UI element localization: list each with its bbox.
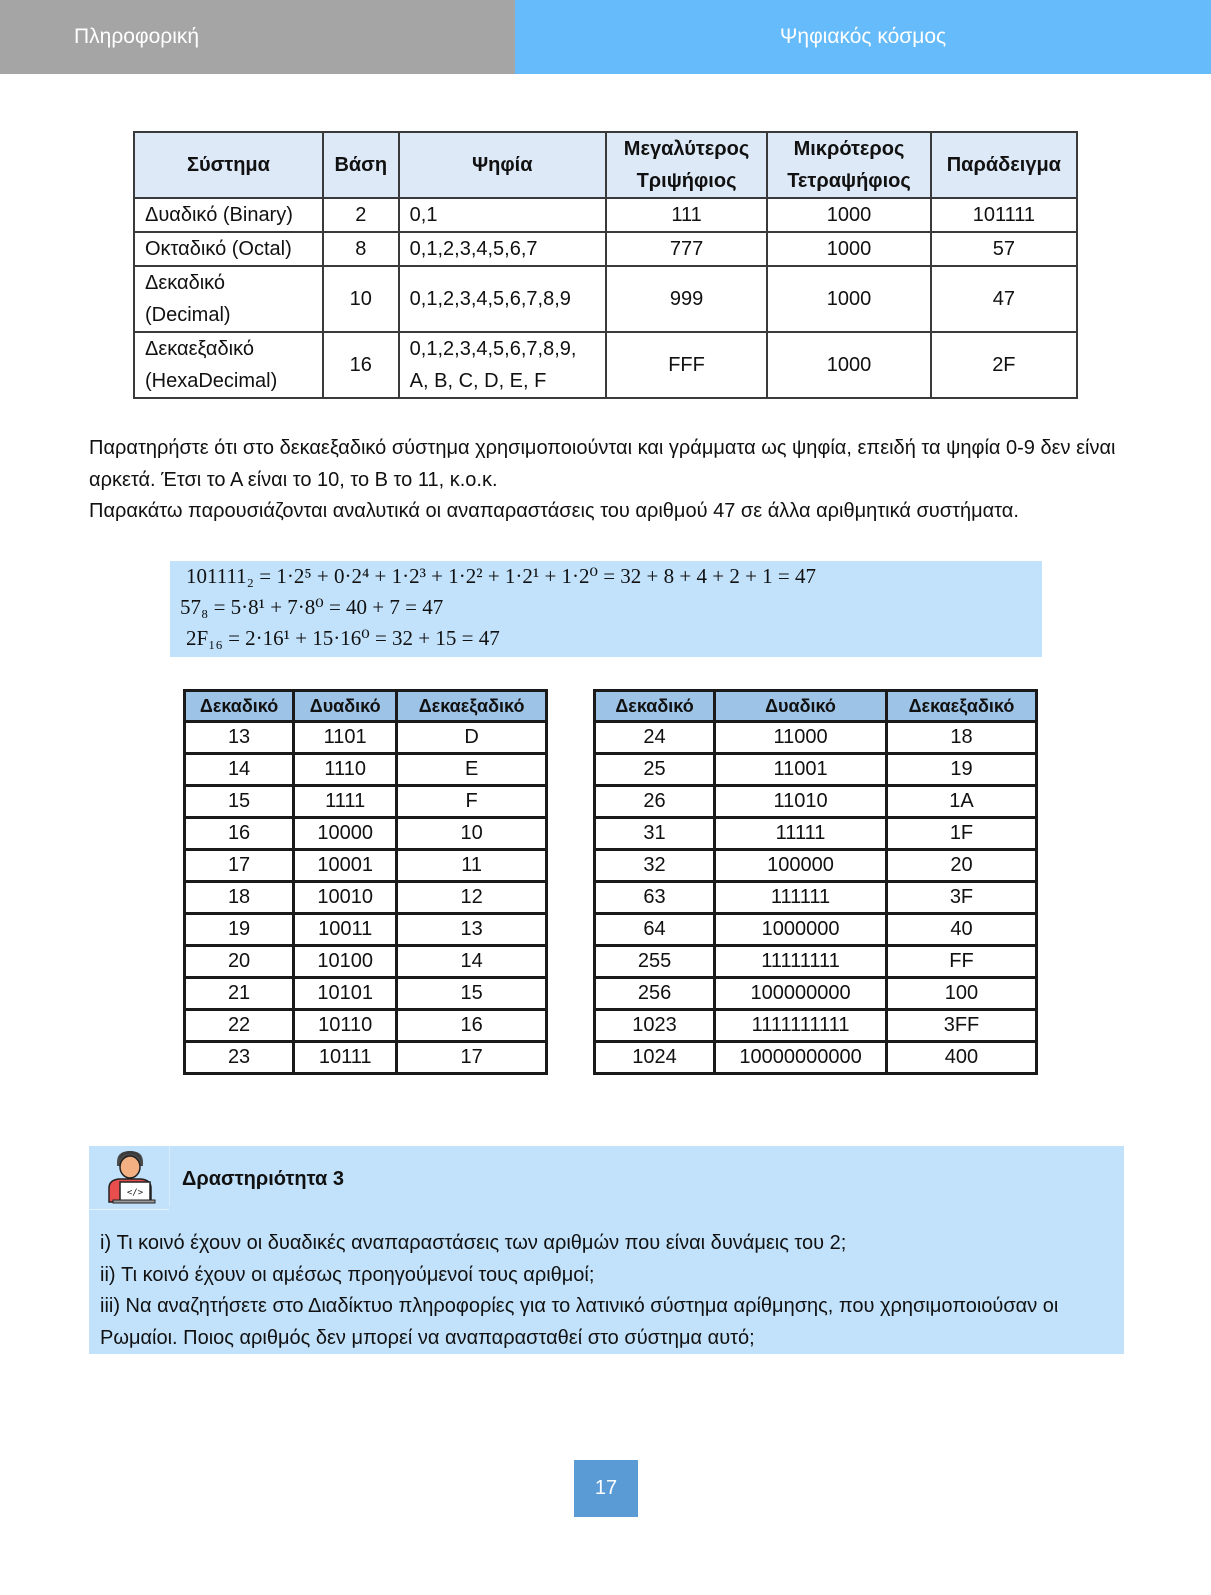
table-row <box>595 786 1037 818</box>
cell-hex: 1A <box>886 786 1036 818</box>
question-3: iii) Να αναζητήσετε στο Διαδίκτυο πληροφορίες για το λατινικό σύστημα αρίθμησης, που χρησιμοποιούσαν οι Ρωμαίοι. Ποιος αριθμός δεν μπορεί να αναπαρασταθεί στο σύστημα αυτό; <box>100 1295 1059 1349</box>
cell-decimal: 32 <box>595 850 715 882</box>
cell-min4: 1000 <box>767 266 930 332</box>
activity-icon-cell <box>89 1146 170 1206</box>
cell-max3: 777 <box>606 232 767 266</box>
table-row <box>595 882 1037 914</box>
header-decimal: Δεκαδικό <box>595 691 715 722</box>
cell-decimal: 255 <box>595 946 715 978</box>
cell-max3: 999 <box>606 266 767 332</box>
activity-box <box>89 1146 1124 1354</box>
cell-decimal: 22 <box>185 1010 294 1042</box>
table-row <box>185 882 547 914</box>
cell-hex: D <box>397 722 547 754</box>
cell-base: 10 <box>323 266 399 332</box>
header-example: Παράδειγμα <box>931 132 1077 198</box>
cell-max3: FFF <box>606 332 767 398</box>
cell-decimal: 64 <box>595 914 715 946</box>
table-row <box>185 1042 547 1074</box>
cell-decimal: 20 <box>185 946 294 978</box>
cell-base: 2 <box>323 198 399 232</box>
cell-binary: 11000 <box>715 722 887 754</box>
cell-system: Δεκαδικό (Decimal) <box>134 266 323 332</box>
table-row <box>595 914 1037 946</box>
cell-hex: F <box>397 786 547 818</box>
table-row <box>185 818 547 850</box>
header-binary: Δυαδικό <box>715 691 887 722</box>
cell-decimal: 63 <box>595 882 715 914</box>
cell-example: 57 <box>931 232 1077 266</box>
cell-example: 101111 <box>931 198 1077 232</box>
svg-text:</>: </> <box>126 1188 144 1198</box>
conversion-table-right <box>593 689 1038 1075</box>
cell-min4: 1000 <box>767 232 930 266</box>
header-decimal: Δεκαδικό <box>185 691 294 722</box>
cell-binary: 1101 <box>294 722 397 754</box>
table-row <box>185 1010 547 1042</box>
table-row <box>595 978 1037 1010</box>
formula-binary: 101111₂ = 1·2⁵ + 0·2⁴ + 1·2³ + 1·2² + 1·2¹ + 1·2⁰ = 32 + 8 + 4 + 2 + 1 = 47 <box>186 564 817 588</box>
cell-base: 8 <box>323 232 399 266</box>
question-2: ii) Τι κοινό έχουν οι αμέσως προηγούμενοί τους αριθμοί; <box>100 1263 595 1286</box>
cell-example: 47 <box>931 266 1077 332</box>
question-1: i) Τι κοινό έχουν οι δυαδικές αναπαραστάσεις των αριθμών που είναι δυνάμεις του 2; <box>100 1232 847 1254</box>
cell-binary: 1110 <box>294 754 397 786</box>
table-row <box>185 754 547 786</box>
cell-hex: 1F <box>886 818 1036 850</box>
divider <box>89 1209 169 1210</box>
table-row <box>134 332 1077 398</box>
cell-decimal: 25 <box>595 754 715 786</box>
chapter-title: Ψηφιακός κόσμος <box>515 0 1211 74</box>
table-row <box>595 818 1037 850</box>
cell-system: Δυαδικό (Binary) <box>134 198 323 232</box>
table-row <box>595 754 1037 786</box>
cell-example: 2F <box>931 332 1077 398</box>
cell-binary: 1111111111 <box>715 1010 887 1042</box>
table-row <box>595 1042 1037 1074</box>
person-laptop-code-icon <box>103 1148 157 1204</box>
cell-decimal: 17 <box>185 850 294 882</box>
cell-decimal: 23 <box>185 1042 294 1074</box>
cell-system: Οκταδικό (Octal) <box>134 232 323 266</box>
cell-hex: 14 <box>397 946 547 978</box>
cell-decimal: 26 <box>595 786 715 818</box>
cell-hex: 16 <box>397 1010 547 1042</box>
header-hex: Δεκαεξαδικό <box>397 691 547 722</box>
table-row <box>185 946 547 978</box>
cell-binary: 100000000 <box>715 978 887 1010</box>
cell-hex: 100 <box>886 978 1036 1010</box>
cell-binary: 11111111 <box>715 946 887 978</box>
cell-system: Δεκαεξαδικό (HexaDecimal) <box>134 332 323 398</box>
table-row <box>185 978 547 1010</box>
cell-binary: 1000000 <box>715 914 887 946</box>
cell-hex: 15 <box>397 978 547 1010</box>
header-binary: Δυαδικό <box>294 691 397 722</box>
number-systems-table <box>133 131 1078 399</box>
cell-binary: 11001 <box>715 754 887 786</box>
table-header-row <box>185 691 547 722</box>
formula-octal: 57₈ = 5·8¹ + 7·8⁰ = 40 + 7 = 47 <box>180 595 444 619</box>
cell-hex: 12 <box>397 882 547 914</box>
table-row <box>134 266 1077 332</box>
cell-binary: 1111 <box>294 786 397 818</box>
table-header-row <box>134 132 1077 198</box>
table-row <box>595 946 1037 978</box>
cell-binary: 10000000000 <box>715 1042 887 1074</box>
cell-min4: 1000 <box>767 198 930 232</box>
cell-decimal: 256 <box>595 978 715 1010</box>
cell-decimal: 13 <box>185 722 294 754</box>
cell-binary: 10101 <box>294 978 397 1010</box>
header-max3: Μεγαλύτερος Τριψήφιος <box>606 132 767 198</box>
cell-binary: 10001 <box>294 850 397 882</box>
cell-digits: 0,1,2,3,4,5,6,7,8,9, A, B, C, D, E, F <box>399 332 606 398</box>
cell-binary: 10011 <box>294 914 397 946</box>
cell-decimal: 1023 <box>595 1010 715 1042</box>
cell-decimal: 31 <box>595 818 715 850</box>
cell-binary: 10110 <box>294 1010 397 1042</box>
cell-hex: 18 <box>886 722 1036 754</box>
cell-binary: 10100 <box>294 946 397 978</box>
cell-decimal: 21 <box>185 978 294 1010</box>
activity-questions <box>100 1228 1115 1354</box>
cell-digits: 0,1 <box>399 198 606 232</box>
header-min4: Μικρότερος Τετραψήφιος <box>767 132 930 198</box>
representations-intro-paragraph: Παρακάτω παρουσιάζονται αναλυτικά οι αναπαραστάσεις του αριθμού 47 σε άλλα αριθμητικά συστήματα. <box>89 500 1019 522</box>
header-hex: Δεκαεξαδικό <box>886 691 1036 722</box>
cell-hex: 17 <box>397 1042 547 1074</box>
cell-hex: 3FF <box>886 1010 1036 1042</box>
cell-decimal: 18 <box>185 882 294 914</box>
cell-binary: 10000 <box>294 818 397 850</box>
table-row <box>595 850 1037 882</box>
table-row <box>134 232 1077 266</box>
cell-min4: 1000 <box>767 332 930 398</box>
page-header <box>0 0 1211 74</box>
header-system: Σύστημα <box>134 132 323 198</box>
cell-decimal: 1024 <box>595 1042 715 1074</box>
activity-title: Δραστηριότητα 3 <box>182 1168 344 1190</box>
cell-binary: 100000 <box>715 850 887 882</box>
cell-decimal: 24 <box>595 722 715 754</box>
table-row <box>185 850 547 882</box>
cell-hex: 20 <box>886 850 1036 882</box>
cell-hex: 11 <box>397 850 547 882</box>
table-header-row <box>595 691 1037 722</box>
cell-binary: 111111 <box>715 882 887 914</box>
formula-hex: 2F₁₆ = 2·16¹ + 15·16⁰ = 32 + 15 = 47 <box>186 626 500 650</box>
cell-base: 16 <box>323 332 399 398</box>
cell-max3: 111 <box>606 198 767 232</box>
cell-hex: 400 <box>886 1042 1036 1074</box>
cell-hex: 3F <box>886 882 1036 914</box>
table-row <box>595 1010 1037 1042</box>
cell-binary: 10111 <box>294 1042 397 1074</box>
cell-hex: E <box>397 754 547 786</box>
cell-hex: 19 <box>886 754 1036 786</box>
hex-explanation-paragraph: Παρατηρήστε ότι στο δεκαεξαδικό σύστημα χρησιμοποιούνται και γράμματα ως ψηφία, επειδή τα ψηφία 0-9 δεν είναι αρκετά. Έτσι το Α είναι το 10, το Β το 11, κ.ο.κ. <box>89 437 1116 491</box>
cell-hex: FF <box>886 946 1036 978</box>
cell-decimal: 19 <box>185 914 294 946</box>
cell-hex: 40 <box>886 914 1036 946</box>
header-digits: Ψηφία <box>399 132 606 198</box>
cell-binary: 11111 <box>715 818 887 850</box>
cell-binary: 10010 <box>294 882 397 914</box>
table-row <box>185 786 547 818</box>
cell-decimal: 15 <box>185 786 294 818</box>
table-row <box>595 722 1037 754</box>
cell-hex: 10 <box>397 818 547 850</box>
cell-digits: 0,1,2,3,4,5,6,7 <box>399 232 606 266</box>
formula-box <box>170 561 1042 657</box>
page-number: 17 <box>574 1460 638 1517</box>
conversion-table-left <box>183 689 548 1075</box>
cell-decimal: 16 <box>185 818 294 850</box>
cell-binary: 11010 <box>715 786 887 818</box>
header-base: Βάση <box>323 132 399 198</box>
table-row <box>185 722 547 754</box>
cell-hex: 13 <box>397 914 547 946</box>
cell-decimal: 14 <box>185 754 294 786</box>
subject-title: Πληροφορική <box>0 0 515 74</box>
table-row <box>185 914 547 946</box>
table-row <box>134 198 1077 232</box>
cell-digits: 0,1,2,3,4,5,6,7,8,9 <box>399 266 606 332</box>
